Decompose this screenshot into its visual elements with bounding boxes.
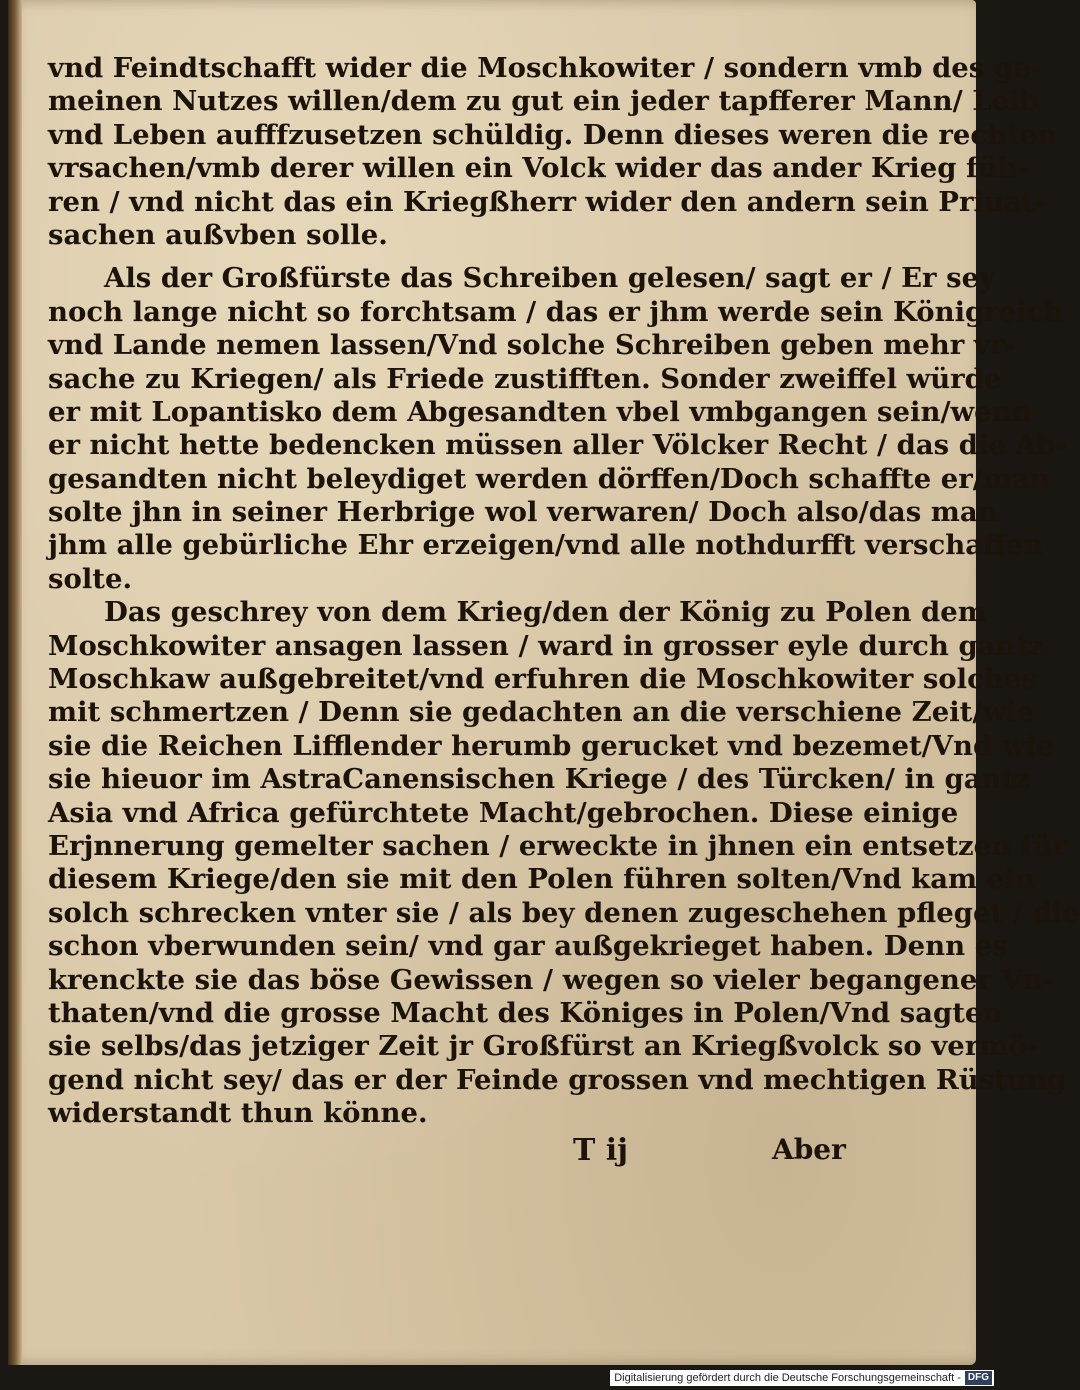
text-line: ren / vnd nicht das ein Kriegßherr wider den andern sein Priuat- (48, 185, 1046, 218)
text-line: sie die Reichen Lifflender herumb gerucket vnd bezemet/Vnd wie (48, 729, 1054, 762)
text-line: diesem Kriege/den sie mit den Polen führen solten/Vnd kam ein (48, 863, 1035, 896)
footer-text: Digitalisierung gefördert durch die Deutsche Forschungsgemeinschaft - (614, 1372, 961, 1384)
text-line: vnd Lande nemen lassen/Vnd solche Schreiben geben mehr vr- (48, 329, 1016, 362)
digitization-footer (610, 1370, 994, 1386)
text-line: solte jhn in seiner Herbrige wol verwaren/ Doch also/das man (48, 496, 998, 529)
text-line: meinen Nutzes willen/dem zu gut ein jeder tapfferer Mann/ Leib (48, 85, 1039, 118)
paragraph-gap (48, 252, 838, 262)
text-line: vnd Leben aufffzusetzen schüldig. Denn dieses weren die rechten (48, 118, 1058, 151)
text-line: Moschkaw außgebreitet/vnd erfuhren die Moschkowiter solches (48, 663, 1037, 696)
catchword: Aber (772, 1133, 846, 1166)
text-line: vrsachen/vmb derer willen ein Volck wider das ander Krieg füh- (48, 152, 1030, 185)
text-line: widerstandt thun könne. (48, 1097, 428, 1130)
text-line: er mit Lopantisko dem Abgesandten vbel vmbgangen sein/wenn (48, 395, 1032, 428)
paragraph-start-line: Das geschrey von dem Krieg/den der König zu Polen dem (104, 596, 987, 629)
text-line: sie hieuor im AstraCanensischen Kriege / des Türcken/ in gantz (48, 763, 1030, 796)
body-text (48, 52, 1080, 1131)
text-line: Moschkowiter ansagen lassen / ward in grosser eyle durch gantz (48, 629, 1044, 662)
signature-mark: T ij (573, 1133, 629, 1168)
text-line: krenckte sie das böse Gewissen / wegen so vieler begangener Vn- (48, 963, 1055, 996)
text-line: mit schmertzen / Denn sie gedachten an die verschiene Zeit/wie (48, 696, 1035, 729)
dfg-logo: DFG (965, 1371, 992, 1385)
text-line: thaten/vnd die grosse Macht des Königes in Polen/Vnd sagten (48, 996, 1003, 1029)
text-line: gesandten nicht beleydiget werden dörffen/Doch schaffte er/man (48, 462, 1050, 495)
text-line: noch lange nicht so forchtsam / das er jhm werde sein Königreich (48, 295, 1064, 328)
text-line: Erjnnerung gemelter sachen / erweckte in jhnen ein entsetzen für (48, 829, 1068, 862)
text-line: gend nicht sey/ das er der Feinde grossen vnd mechtigen Rüstung (48, 1063, 1067, 1096)
text-line: sie selbs/das jetziger Zeit jr Großfürst an Kriegßvolck so vermö- (48, 1030, 1039, 1063)
text-line: jhm alle gebürliche Ehr erzeigen/vnd alle nothdurfft verschaffen (48, 529, 1044, 562)
text-line: sachen außvben solle. (48, 218, 388, 251)
paragraph-start-line: Als der Großfürste das Schreiben gelesen/ sagt er / Er sey (104, 262, 996, 295)
text-line: sache zu Kriegen/ als Friede zustifften. Sonder zweiffel würde (48, 362, 1002, 395)
text-line: solte. (48, 562, 133, 595)
text-line: solch schrecken vnter sie / als bey denen zugeschehen pfleget / die (48, 896, 1080, 929)
text-line: Asia vnd Africa gefürchtete Macht/gebrochen. Diese einige (48, 796, 959, 829)
text-line: schon vberwunden sein/ vnd gar außgekrieget haben. Denn es (48, 930, 1008, 963)
text-line: er nicht hette bedencken müssen aller Völcker Recht / das die Ab- (48, 429, 1068, 462)
text-line: vnd Feindtschafft wider die Moschkowiter / sondern vmb des ge- (48, 52, 1043, 84)
page-gutter (8, 0, 22, 1365)
book-page (8, 0, 1080, 1365)
